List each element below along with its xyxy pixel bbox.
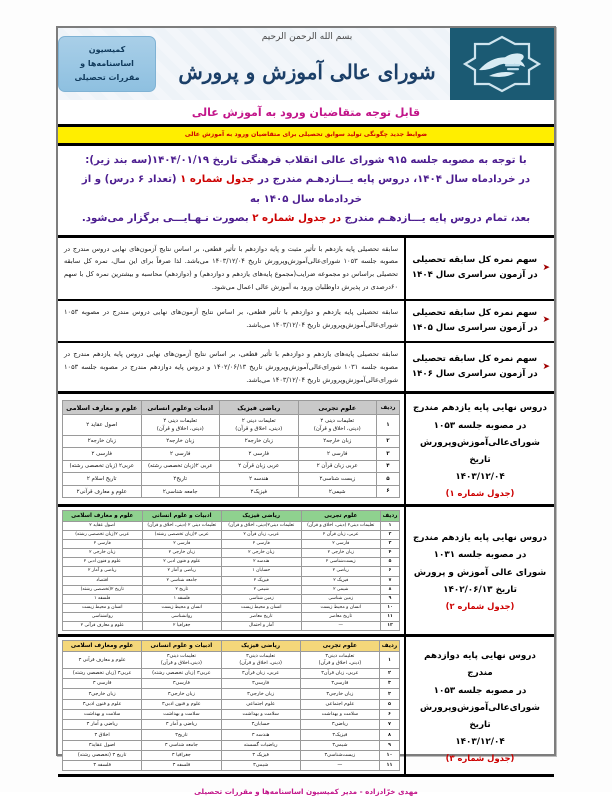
cell-r6-c4: سلامت و بهداشت — [63, 709, 142, 719]
cell-r8-c2: هندسه ۳ — [221, 730, 300, 740]
table-row — [63, 448, 400, 461]
cell-r2-c4: عربی۳ (زبان تخصصی رشته) — [63, 669, 142, 679]
row-index: ۲ — [381, 531, 400, 540]
row-index: ۱ — [381, 522, 400, 531]
cell-r2-c4: زبان خارجه۲ — [63, 435, 142, 448]
table-header-row — [63, 640, 400, 651]
cell-r1-c4: علوم و معارف قرآنی ۳ — [63, 651, 142, 668]
table-1-caption-line-3: شورای‌عالی‌آموزش‌وپرورش تاریخ — [420, 437, 540, 465]
commission-line-1: کمیسیون — [88, 45, 126, 54]
commission-badge — [58, 36, 156, 92]
cell-r4-c3: زبان خارجی۳ — [142, 689, 221, 699]
cell-r3-c3: فارسی ۲ — [141, 448, 220, 461]
cell-r8-c3: تاریخ۳ — [142, 730, 221, 740]
row-index: ۱۰ — [381, 603, 400, 612]
cell-r9-c3: جامعه شناسی ۳ — [142, 740, 221, 750]
table-3-tag: (جدول شماره ۳) — [445, 753, 515, 764]
col-header-3: ادبیات و علوم انسانی — [142, 511, 222, 522]
table-2-tag: (جدول شماره ۲) — [445, 600, 515, 611]
cell-r12-c2: آمار و احتمال — [222, 621, 302, 630]
table-1 — [62, 400, 400, 498]
cell-r2-c2: زبان خارجه۲ — [220, 435, 299, 448]
table-3-caption-line-1: دروس نهایی پایه دوازدهم مندرج — [424, 651, 536, 679]
bullet-body-3: سابقه تحصیلی پایه‌های یازدهم و دوازدهم با تأثیر قطعی، بر اساس نتایج آزمون‌های نهایی دروس پایه یازدهم مندرج در مصوبه جلسه ۱۰۳۱ شورای‌عالی‌آموزش‌وپرورش تاریخ ۱۴۰۲/۰۶/۱۳ و دروس پایه دوازدهم مندرج در مصوبه جلسه ۱۰۵۳ شورای‌عالی‌آموزش‌وپرورش تاریخ ۱۴۰۳/۱۲/۰۴ می‌باشد. — [64, 349, 398, 384]
cell-r4-c2: زبان خارجی۳ — [221, 689, 300, 699]
intro-table2-ref: در جدول شماره ۲ — [252, 213, 342, 225]
organization-title: شورای عالی آموزش و پرورش — [178, 60, 436, 84]
col-header-2: ریاضی فیزیک — [221, 640, 300, 651]
table-2-caption-line-2: در مصوبه جلسه ۱۰۳۱ — [433, 550, 527, 561]
cell-r5-c1: زیست شناسی۲ — [298, 473, 377, 486]
cell-r8-c4: تاریخ ۲(تخصصی رشته) — [63, 585, 143, 594]
row-index: ۳ — [381, 540, 400, 549]
bullet-body-1: سابقه تحصیلی پایه یازدهم با تأثیر مثبت و پایه دوازدهم با تأثیر قطعی، بر اساس نتایج آزمون‌های نهایی دروس مندرج در مصوبه جلسه ۱۰۵۳ شورای‌عالی‌آموزش‌وپرورش تاریخ ۱۴۰۳/۱۲/۰۴ می‌باشد. لذا صرفاً برای این سال، نمره کل سابقه تحصیلی براساس دو مجموعه ضرایب(مجموع پایه‌های یازدهم و دوازدهم) و (دوازدهم) محاسبه و بیشترین نمره کل با سهم ۶۰درصدی در پذیرش داوطلبان ورود به آموزش عالی اعمال می‌شود. — [64, 244, 398, 292]
cell-r7-c4: اقتصاد — [63, 576, 143, 585]
cell-r4-c1: زبان خارجی۳ — [300, 689, 379, 699]
cell-r7-c2: حسابان۳ — [221, 720, 300, 730]
bullet-row-1 — [58, 238, 554, 301]
col-header-4: علوم و معارف اسلامی — [63, 401, 142, 415]
cell-r7-c2: فیزیک ۲ — [222, 576, 302, 585]
table-row — [63, 531, 400, 540]
cell-r4-c4: زبان خارجی۳ — [63, 689, 142, 699]
cell-r10-c3: جغرافیا ۳ — [142, 750, 221, 760]
bullet-title-line1: سهم نمره کل سابقه تحصیلی — [412, 354, 538, 365]
table-row — [63, 651, 400, 668]
row-index: ۱۲ — [381, 621, 400, 630]
cell-r1-c1: تعلیمات دینی ۲ (دینی، اخلاق و قرآن) — [298, 415, 377, 435]
attention-notice: قابل توجه متقاضیان ورود به آموزش عالی — [58, 101, 554, 124]
cell-r11-c1: تاریخ معاصر — [301, 612, 381, 621]
cell-r10-c3: انسان و محیط زیست — [142, 603, 222, 612]
table-1-tag: (جدول شماره ۱) — [445, 488, 515, 499]
cell-r5-c2: علوم اجتماعی — [221, 699, 300, 709]
table-row — [63, 594, 400, 603]
cell-r5-c2: هندسه ۲ — [220, 473, 299, 486]
row-index: ۸ — [381, 585, 400, 594]
table-1-block — [58, 394, 554, 507]
cell-r8-c2: شیمی ۲ — [222, 585, 302, 594]
cell-r6-c2: حسابان ۱ — [222, 567, 302, 576]
intro-line-2 — [67, 170, 545, 209]
bismillah-text: بسم الله الرحمن الرحیم — [261, 32, 353, 42]
table-3-caption — [404, 637, 554, 774]
cell-r2-c3: عربی۳ (زبان تخصصی رشته) — [142, 669, 221, 679]
cell-r4-c2: عربی زبان قرآن ۲ — [220, 460, 299, 473]
table-header-row — [63, 401, 400, 415]
table-row — [63, 567, 400, 576]
bullet-title-line2: در آزمون سراسری سال ۱۴۰۶ — [411, 369, 538, 380]
cell-r4-c1: زبان خارجی ۲ — [301, 549, 381, 558]
cell-r10-c1: زیست‌شناسی۳ — [300, 750, 379, 760]
col-header-3: ادبیات و علوم انسانی — [142, 640, 221, 651]
cell-r2-c1: عربی، زبان قرآن۳ — [300, 669, 379, 679]
col-header-2: ریاضی فیزیک — [222, 511, 302, 522]
cell-r8-c3: تاریخ ۲ — [142, 585, 222, 594]
cell-r3-c1: فارسی ۲ — [298, 448, 377, 461]
arrow-bullet-icon: ➤ — [542, 315, 550, 326]
header-banner — [58, 28, 554, 101]
row-index: ۱ — [380, 651, 400, 668]
cell-r10-c2: انسان و محیط زیست — [222, 603, 302, 612]
table-row — [63, 730, 400, 740]
cell-r6-c3: ریاضی و آمار ۲ — [142, 567, 222, 576]
cell-r6-c4: ریاضی و آمار ۲ — [63, 567, 143, 576]
bullet-title-line1: سهم نمره کل سابقه تحصیلی — [412, 255, 538, 266]
table-row — [63, 750, 400, 760]
arrow-bullet-icon: ➤ — [542, 262, 550, 273]
table-2-caption-line-1: دروس نهایی پایه یازدهم مندرج — [413, 533, 548, 544]
table-row — [63, 485, 400, 498]
cell-r1-c1: تعلیمات دینی۳ (دینی، اخلاق و قرآن) — [300, 651, 379, 668]
cell-r5-c3: تاریخ۲ — [141, 473, 220, 486]
cell-r1-c4: اصول عقاید ۲ — [63, 522, 143, 531]
table-3-block — [58, 637, 554, 777]
cell-r5-c3: علوم و فنون ادبی۳ — [142, 699, 221, 709]
table-row — [63, 621, 400, 630]
cell-r11-c1: — — [300, 761, 379, 771]
cell-r9-c4: اصول عقاید۳ — [63, 740, 142, 750]
cell-r2-c1: عربی، زبان قرآن ۲ — [301, 531, 381, 540]
table-row — [63, 435, 400, 448]
table-3-caption-line-3: شورای‌عالی‌آموزش‌وپرورش تاریخ — [420, 702, 540, 730]
cell-r11-c4: فلسفه ۳ — [63, 761, 142, 771]
cell-r4-c4: عربی۲ (زبان تخصصی رشته) — [63, 460, 142, 473]
table-1-caption-line-2: در مصوبه جلسه ۱۰۵۳ — [433, 420, 527, 431]
council-emblem-logo — [450, 28, 554, 100]
cell-r2-c2: عربی، زبان قرآن ۲ — [222, 531, 302, 540]
cell-r3-c3: فارسی ۲ — [142, 540, 222, 549]
bullet-title-line1: سهم نمره کل سابقه تحصیلی — [412, 307, 538, 318]
cell-r5-c3: علوم و فنون ادبی ۲ — [142, 558, 222, 567]
table-3-caption-line-4: ۱۴۰۳/۱۲/۰۴ — [455, 736, 505, 747]
table-2 — [62, 510, 400, 631]
row-index: ۴ — [380, 689, 400, 699]
cell-r1-c2: تعلیمات دینی ۲ (دینی، اخلاق و قرآن) — [220, 415, 299, 435]
cell-r6-c2: سلامت و بهداشت — [221, 709, 300, 719]
table-2-caption — [404, 507, 554, 634]
cell-r4-c4: زبان خارجی ۲ — [63, 549, 143, 558]
intro-table1-ref: جدول شماره ۱ — [180, 174, 255, 186]
table-2-grid-wrapper — [58, 507, 404, 634]
yellow-strip-wrapper — [58, 124, 554, 146]
cell-r6-c1: ریاضی ۲ — [301, 567, 381, 576]
cell-r5-c4: علوم و فنون ادبی۳ — [63, 699, 142, 709]
intro-paragraph — [58, 146, 554, 238]
table-row — [63, 689, 400, 699]
cell-r7-c3: جامعه شناسی ۲ — [142, 576, 222, 585]
cell-r1-c2: تعلیمات دینی۲(دینی، اخلاق و قرآن) — [222, 522, 302, 531]
cell-r9-c2: زمین شناسی — [222, 594, 302, 603]
cell-r1-c4: اصول عقاید ۲ — [63, 415, 142, 435]
cell-r10-c4: انسان و محیط زیست — [63, 603, 143, 612]
bullet-row-2 — [58, 301, 554, 343]
cell-r1-c3: تعلیمات دینی ۲ (دینی، اخلاق و قرآن) — [141, 415, 220, 435]
cell-r10-c2: فیزیک ۳ — [221, 750, 300, 760]
cell-r3-c2: فارسی۳ — [221, 679, 300, 689]
table-header-row — [63, 511, 400, 522]
cell-r4-c2: زبان خارجی ۲ — [222, 549, 302, 558]
table-row — [63, 740, 400, 750]
table-row — [63, 720, 400, 730]
row-index: ۵ — [380, 699, 400, 709]
intro-line-3-b: بصورت نـهـایـــی برگزار می‌شود. — [81, 213, 253, 225]
table-row — [63, 576, 400, 585]
cell-r7-c4: ریاضی و آمار ۳ — [63, 720, 142, 730]
col-header-4: علوم و معارف اسلامی — [63, 511, 143, 522]
cell-r3-c4: فارسی ۲ — [63, 448, 142, 461]
col-header-0: ردیف — [380, 640, 400, 651]
row-index: ۶ — [381, 567, 400, 576]
table-blocks-container — [58, 394, 554, 777]
table-3-grid-wrapper — [58, 637, 404, 774]
col-header-1: علوم تجربی — [300, 640, 379, 651]
cell-r11-c4: روانشناسی — [63, 612, 143, 621]
cell-r1-c3: تعلیمات دینی۳ (دینی،اخلاق و قرآن) — [142, 651, 221, 668]
cell-r8-c4: اخلاق ۳ — [63, 730, 142, 740]
table-row — [63, 761, 400, 771]
row-index: ۳ — [380, 679, 400, 689]
intro-line-2-a: در خردادماه سال ۱۴۰۴، دروس پایه یـــازدهـم مندرج در — [254, 174, 531, 186]
cell-r10-c4: تاریخ ۳ (تخصصی رشته) — [63, 750, 142, 760]
cell-r11-c3: فلسفه ۳ — [142, 761, 221, 771]
table-row — [63, 540, 400, 549]
table-row — [63, 603, 400, 612]
table-row — [63, 415, 400, 435]
cell-r5-c4: علوم و فنون ادبی ۲ — [63, 558, 143, 567]
bullet-title-1 — [404, 238, 554, 299]
arrow-bullet-icon: ➤ — [542, 361, 550, 372]
row-index: ۷ — [381, 576, 400, 585]
cell-r6-c3: جامعه شناسی۲ — [141, 485, 220, 498]
col-header-3: ادبیات وعلوم انسانی — [141, 401, 220, 415]
cell-r2-c3: زبان خارجه۲ — [141, 435, 220, 448]
cell-r9-c3: فلسفه ۱ — [142, 594, 222, 603]
cell-r2-c2: عربی، زبان قرآن۳ — [221, 669, 300, 679]
banner-title-area — [164, 28, 450, 100]
bullet-row-3 — [58, 343, 554, 395]
cell-r5-c4: تاریخ اسلام ۲ — [63, 473, 142, 486]
document-frame — [56, 26, 556, 797]
table-1-grid-wrapper — [58, 394, 404, 504]
row-index: ۷ — [380, 720, 400, 730]
cell-r5-c1: علوم اجتماعی — [300, 699, 379, 709]
row-index: ۴ — [377, 460, 400, 473]
cell-r4-c1: عربی زبان قرآن ۲ — [298, 460, 377, 473]
table-row — [63, 669, 400, 679]
row-index: ۹ — [381, 594, 400, 603]
row-index: ۸ — [380, 730, 400, 740]
bullet-title-line2: در آزمون سراسری سال ۱۴۰۴ — [411, 270, 538, 281]
row-index: ۳ — [377, 448, 400, 461]
cell-r9-c1: زمین شناسی — [301, 594, 381, 603]
bullet-rows-container — [58, 238, 554, 395]
table-row — [63, 612, 400, 621]
row-index: ۱ — [377, 415, 400, 435]
intro-line-3-a: بعد، تمام دروس پایه یـــازدهـم مندرج — [341, 213, 531, 225]
cell-r8-c1: شیمی ۲ — [301, 585, 381, 594]
cell-r6-c4: علوم و معارف قرآنی۲ — [63, 485, 142, 498]
cell-r2-c1: زبان خارجه۲ — [298, 435, 377, 448]
cell-r9-c4: فلسفه ۱ — [63, 594, 143, 603]
col-header-2: ریاضی فیزیک — [220, 401, 299, 415]
intro-line-2-b: (تعداد ۶ درس) و از خردادماه سال ۱۴۰۵ به — [81, 174, 362, 205]
table-row — [63, 679, 400, 689]
cell-r7-c1: فیزیک ۲ — [301, 576, 381, 585]
table-2-caption-line-3: شورای عالی آموزش و پرورش — [413, 567, 547, 578]
table-row — [63, 585, 400, 594]
row-index: ۶ — [380, 709, 400, 719]
bullet-title-3 — [404, 343, 554, 392]
cell-r9-c2: ریاضیات گسسته — [221, 740, 300, 750]
row-index: ۹ — [380, 740, 400, 750]
row-index: ۵ — [381, 558, 400, 567]
table-row — [63, 709, 400, 719]
cell-r11-c2: شیمی۳ — [221, 761, 300, 771]
regulations-strip: ضوابط جدید چگونگی تولید سوابق تحصیلی برای متقاضیان ورود به آموزش عالی — [58, 127, 554, 143]
cell-r6-c3: سلامت و بهداشت — [142, 709, 221, 719]
row-index: ۱۰ — [380, 750, 400, 760]
bullet-body-2: سابقه تحصیلی پایه یازدهم و دوازدهم با تأثیر قطعی، بر اساس نتایج آزمون‌های نهایی دروس مندرج در مصوبه ۱۰۵۳ شورای‌عالی‌آموزش‌وپرورش تاریخ ۱۴۰۳/۱۲/۰۴ می‌باشد. — [64, 307, 398, 329]
cell-r3-c3: فارسی۳ — [142, 679, 221, 689]
intro-line-1: با توجه به مصوبه جلسه ۹۱۵ شورای عالی انقلاب فرهنگی تاریخ ۱۴۰۴/۰۱/۱۹(سه بند زیر): — [85, 155, 527, 166]
cell-r11-c3: روانشناسی — [142, 612, 222, 621]
row-index: ۴ — [381, 549, 400, 558]
table-2-caption-line-4: تاریخ ۱۴۰۲/۰۶/۱۳ — [443, 584, 517, 595]
cell-r10-c1: انسان و محیط زیست — [301, 603, 381, 612]
table-1-caption-line-4: ۱۴۰۳/۱۲/۰۴ — [455, 472, 505, 483]
row-index: ۲ — [380, 669, 400, 679]
bullet-title-text-2 — [411, 306, 538, 336]
col-header-1: علوم تجربی — [298, 401, 377, 415]
cell-r3-c2: فارسی ۲ — [220, 448, 299, 461]
bullet-title-text-3 — [411, 352, 538, 382]
cell-r3-c4: فارسی ۲ — [63, 540, 143, 549]
table-2-block — [58, 507, 554, 637]
cell-r3-c1: فارسی ۲ — [301, 540, 381, 549]
commission-line-2: اساسنامه‌ها و — [80, 59, 134, 68]
col-header-0: ردیف — [381, 511, 400, 522]
cell-r12-c4: علوم و معارف قرآنی ۲ — [63, 621, 143, 630]
cell-r4-c3: زبان خارجی ۲ — [142, 549, 222, 558]
cell-r1-c1: تعلیمات دینی۲ (دینی، اخلاق و قرآن) — [301, 522, 381, 531]
cell-r3-c4: فارسی ۳ — [63, 679, 142, 689]
col-header-0: ردیف — [377, 401, 400, 415]
cell-r3-c2: فارسی ۲ — [222, 540, 302, 549]
cell-r6-c1: سلامت و بهداشت — [300, 709, 379, 719]
bullet-title-line2: در آزمون سراسری سال ۱۴۰۵ — [411, 322, 538, 333]
col-header-4: علوم ومعارف اسلامی — [63, 640, 142, 651]
commission-line-3: مقررات تحصیلی — [74, 73, 140, 82]
bullet-title-text-1 — [411, 253, 538, 283]
cell-r6-c2: فیزیک۲ — [220, 485, 299, 498]
table-row — [63, 473, 400, 486]
document-footer: مهدی خرّادزاده - مدیر کمیسیون اساسنامه‌ها و مقررات تحصیلی — [194, 787, 418, 797]
cell-r1-c3: تعلیمات دینی ۲ (دینی، اخلاق و قرآن) — [142, 522, 222, 531]
cell-r2-c4: عربی ۲(زبان تخصصی رشته) — [63, 531, 143, 540]
cell-r1-c2: تعلیمات دینی۳ (دینی، اخلاق و قرآن) — [221, 651, 300, 668]
col-header-1: علوم تجربی — [301, 511, 381, 522]
row-index: ۲ — [377, 435, 400, 448]
row-index: ۶ — [377, 485, 400, 498]
cell-r5-c1: زیست‌شناسی ۲ — [301, 558, 381, 567]
cell-r5-c2: هندسه ۲ — [222, 558, 302, 567]
cell-r9-c1: شیمی۳ — [300, 740, 379, 750]
intro-line-3 — [67, 209, 545, 228]
table-row — [63, 549, 400, 558]
cell-r8-c1: فیزیک۳ — [300, 730, 379, 740]
table-row — [63, 558, 400, 567]
cell-r12-c3: جغرافیا ۲ — [142, 621, 222, 630]
table-1-caption — [404, 394, 554, 504]
cell-r7-c3: ریاضی و آمار ۳ — [142, 720, 221, 730]
cell-r4-c3: عربی ۲(زبان تخصصی رشته) — [141, 460, 220, 473]
table-1-caption-line-1: دروس نهایی پایه یازدهم مندرج — [413, 403, 548, 414]
cell-r2-c3: عربی ۲(زبان تخصصی رشته) — [142, 531, 222, 540]
bullet-title-2 — [404, 301, 554, 341]
table-row — [63, 699, 400, 709]
table-3-caption-line-2: در مصوبه جلسه ۱۰۵۳ — [433, 685, 527, 696]
table-row — [63, 460, 400, 473]
row-index: ۱۱ — [380, 761, 400, 771]
table-row — [63, 522, 400, 531]
cell-r11-c2: تاریخ معاصر — [222, 612, 302, 621]
row-index: ۱۱ — [381, 612, 400, 621]
cell-r3-c1: فارسی۳ — [300, 679, 379, 689]
cell-r7-c1: ریاضی۳ — [300, 720, 379, 730]
row-index: ۵ — [377, 473, 400, 486]
cell-r6-c1: شیمی۲ — [298, 485, 377, 498]
table-3 — [62, 640, 400, 771]
cell-r12-c1: — — [301, 621, 381, 630]
